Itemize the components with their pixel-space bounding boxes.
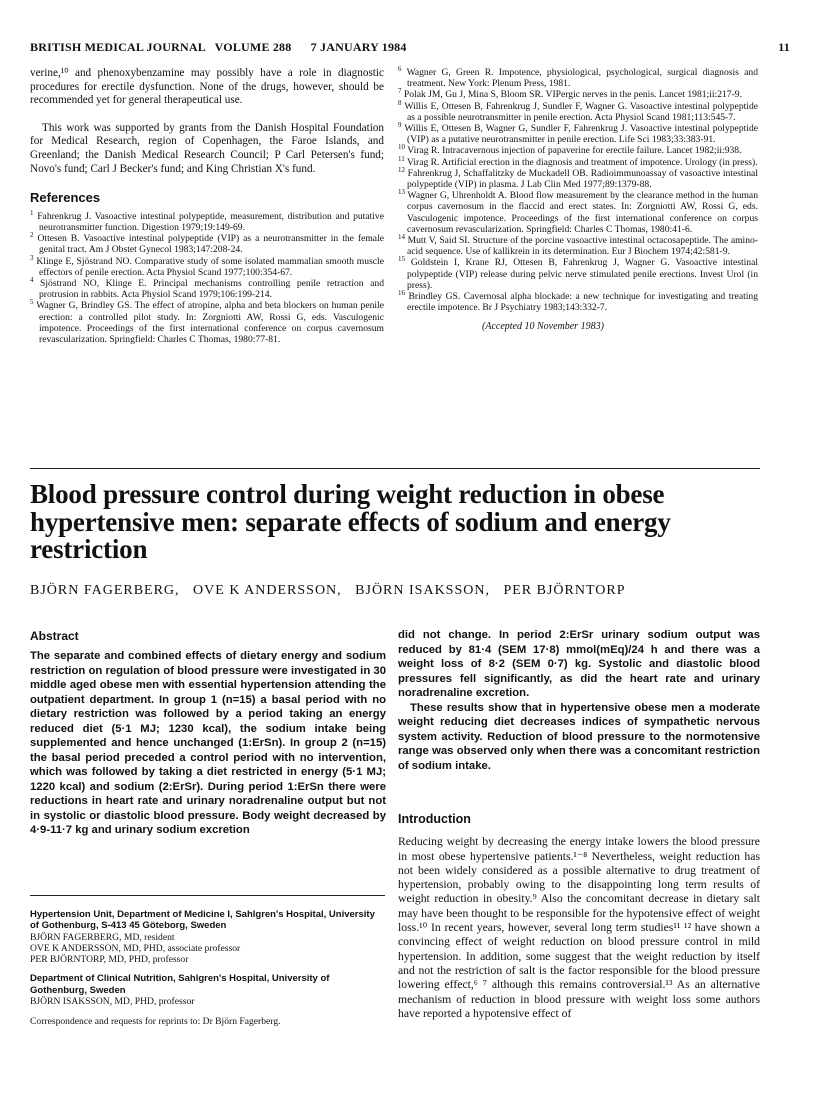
reference-item bbox=[398, 232, 758, 258]
references-list-left bbox=[30, 208, 384, 345]
reference-item bbox=[398, 165, 758, 191]
introduction-section bbox=[398, 812, 760, 1021]
reference-text: Virag R. Intracavernous injection of papaverine for erectile failure. Lancet 1982;ii:938. bbox=[407, 145, 742, 157]
reference-text: Ottesen B. Vasoactive intestinal polypeptide (VIP) as a neurotransmitter in the female genital tract. Am J Obstet Gynecol 1983;147:208-24. bbox=[37, 233, 384, 256]
article-authors: BJÖRN FAGERBERG, OVE K ANDERSSON, BJÖRN ISAKSSON, PER BJÖRNTORP bbox=[30, 583, 626, 598]
correspondence-note: Correspondence and requests for reprints to: Dr Björn Fagerberg. bbox=[30, 1016, 281, 1028]
reference-number: 2 bbox=[30, 230, 34, 239]
reference-text: Willis E, Ottesen B, Wagner G, Sundler F, Fahrenkrug J. Vasoactive intestinal polypeptide (VIP) as a putative neurotransmitter in penile erection. Life Sci 1983;33:383-91. bbox=[404, 123, 759, 146]
reference-text: Sjöstrand NO, Klinge E. Principal mechanisms controlling penile retraction and protrusion in rabbits. Acta Physiol Scand 1979;106:199-214. bbox=[39, 277, 384, 301]
reference-item bbox=[398, 64, 758, 90]
continuation-paragraph: verine,¹⁰ and phenoxybenzamine may possibly have a role in diagnostic procedures for erectile dysfunction. None of the drugs, however, should be recommended yet for general therapeutical use. bbox=[30, 67, 384, 107]
reference-number: 15 bbox=[398, 255, 405, 264]
reference-text: Klinge E, Sjöstrand NO. Comparative study of some isolated mammalian smooth muscle effectors of penile erection. Acta Physiol Scand 1977;100:354-67. bbox=[36, 255, 384, 278]
reference-number: 6 bbox=[398, 64, 402, 73]
journal-header: BRITISH MEDICAL JOURNAL VOLUME 288 7 JANUARY 1984 bbox=[30, 40, 407, 54]
abstract-left bbox=[30, 629, 386, 838]
reference-number: 7 bbox=[398, 87, 402, 96]
reference-text: Brindley GS. Cavernosal alpha blockade: a new technique for investigating and treating erectile impotence. Br J Psychiatry 1983;143:332-7. bbox=[407, 291, 758, 314]
acknowledgment-paragraph: This work was supported by grants from the Danish Hospital Foundation for Medical Research, region of Copenhagen, the Faroe Islands, and Greenland; the Danish Medical Research Council; P Carl Petersen's fund; Novo's fund; Carl J Becker's fund; and King Christian X's fund. bbox=[30, 121, 384, 175]
introduction-heading: Introduction bbox=[398, 812, 471, 826]
reference-number: 10 bbox=[398, 143, 405, 152]
abstract-heading: Abstract bbox=[30, 629, 79, 643]
reference-item bbox=[398, 288, 758, 314]
affiliation-divider bbox=[30, 895, 385, 896]
reference-number: 1 bbox=[30, 208, 34, 217]
reference-text: Virag R. Artificial erection in the diagnosis and treatment of impotence. Urology (in press). bbox=[406, 156, 758, 168]
section-divider bbox=[30, 468, 760, 469]
reference-number: 3 bbox=[30, 253, 34, 262]
reference-item bbox=[398, 120, 759, 146]
abstract-right bbox=[398, 628, 760, 773]
reference-item bbox=[30, 253, 384, 278]
top-left-column bbox=[30, 67, 384, 345]
reference-number: 13 bbox=[398, 188, 405, 197]
accepted-note: (Accepted 10 November 1983) bbox=[482, 321, 604, 333]
reference-number: 14 bbox=[398, 232, 405, 241]
reference-item bbox=[30, 275, 384, 301]
reference-item bbox=[398, 190, 758, 235]
reference-item bbox=[398, 89, 758, 100]
reference-item bbox=[30, 300, 384, 345]
reference-number: 8 bbox=[398, 98, 402, 107]
references-list-right bbox=[398, 64, 759, 314]
introduction-paragraph: Reducing weight by decreasing the energy intake lowers the blood pressure in most obese hypertensive patients.¹⁻⁸ Nevertheless, weight reduction has not been widely considered as a possible alternative to drug treatment of hypertension, probably owing to the disappointing long term results of weight reduction in obesity.⁹ Also the concomitant decrease in dietary salt may have been thought to be responsible for the hypotensive effect of weight loss.¹⁰ In recent years, however, several long term studies¹¹ ¹² have shown a convincing effect of weight reduction on blood pressure control in mild hypertension. In addition, some suggest that the weight reduction by itself and not the restriction of salt is the factor responsible for the blood pressure lowering effect,⁶ ⁷ although this remains controversial.¹³ As an alternative mechanism of reduction in blood pressure with weight loss some authors have reported a hypotensive effect of bbox=[398, 835, 760, 1020]
author-credit-4: BJÖRN ISAKSSON, MD, PHD, professor bbox=[30, 996, 195, 1008]
reference-text: Willis E, Ottesen B, Fahrenkrug J, Sundler F, Wagner G. Vasoactive intestinal polypeptide as a possible neurotransmitter in penile erection. Acta Physiol Scand 1981;113:545-7. bbox=[404, 100, 759, 123]
reference-item bbox=[30, 208, 384, 233]
page-number: 11 bbox=[778, 40, 790, 54]
affiliations bbox=[30, 909, 386, 1028]
reference-text: Goldstein I, Krane RJ, Ottesen B, Fahrenkrug J, Wagner G. Vasoactive intestinal polypeptide (VIP) release during pelvic nerve stimulated penile erections. Invest Urol (in press). bbox=[407, 257, 758, 291]
abstract-paragraph-2: These results show that in hypertensive obese men a moderate weight reducing diet decreases indices of sympathetic nervous system activity. Reduction of blood pressure to the normotensive range was observed only when there was a concomitant restriction of sodium intake. bbox=[398, 701, 760, 772]
reference-text: Wagner G, Brindley GS. The effect of atropine, alpha and beta blockers on human penile erection: a controlled pilot study. In: Zorgniotti AW, Rossi G, eds. Vasculogenic impotence. Proceedings of the first international conference on corpus cavernosum revascularization. Springfield: Charles C Thomas, 1980:77-81. bbox=[36, 300, 384, 345]
reference-number: 12 bbox=[398, 165, 405, 174]
author-credit-2: OVE K ANDERSSON, MD, PHD, associate professor bbox=[30, 942, 241, 954]
affiliation-2: Department of Clinical Nutrition, Sahlgren's Hospital, University of Gothenburg, Sweden bbox=[30, 973, 330, 996]
reference-text: Wagner G, Green R. Impotence, physiological, psychological, surgical diagnosis and treatment. New York: Plenum Press, 1981. bbox=[406, 67, 758, 90]
reference-text: Polak JM, Gu J, Mina S, Bloom SR. VIPergic nerves in the penis. Lancet 1981;ii:217-9. bbox=[403, 89, 742, 101]
reference-item bbox=[398, 257, 758, 291]
reference-text: Fahrenkrug J, Schaffalitzky de Muckadell OB. Radioimmunoassay of vasoactive intestinal polypeptide (VIP) in plasma. J Lab Clin Med 1977;89:1379-88. bbox=[407, 167, 758, 191]
author-credit-3: PER BJÖRNTORP, MD, PHD, professor bbox=[30, 954, 189, 966]
reference-text: Wagner G, Uhrenholdt A. Blood flow measurement by the clearance method in the human corpus cavernosum in the flaccid and erect states. In: Zorgniotti AW, Rossi G, eds. Vasculogenic impotence. Proceedings of the first international conference on corpus cavernosum revascularization. Springfield: Charles C Thomas, 1980:41-6. bbox=[407, 190, 758, 235]
reference-item bbox=[398, 145, 758, 156]
reference-number: 16 bbox=[398, 288, 405, 297]
reference-item bbox=[398, 98, 759, 123]
affiliation-1: Hypertension Unit, Department of Medicine I, Sahlgren's Hospital, University of Gothenburg, S-413 45 Göteborg, Sweden bbox=[30, 909, 375, 932]
reference-item bbox=[30, 230, 384, 256]
abstract-paragraph-1: The separate and combined effects of dietary energy and sodium restriction on regulation of blood pressure were investigated in 30 middle aged obese men with essential hypertension attending the outpatient department. In group 1 (n=15) a basal period with no dietary restriction was followed by a period taking an energy reduced diet (5·1 MJ; 1230 kcal), the sodium intake being supplemented and hence unchanged (1:ErSn). In group 2 (n=15) the basal period preceded a control period with no intervention, which was followed by taking a diet restricted in energy (5·1 MJ; 1220 kcal) and sodium (2:ErSr). During period 1:ErSn there were reductions in heart rate and urinary noradrenaline output but not in systolic or diastolic blood pressure. Body weight decreased by 4·9-11·7 kg and urinary sodium excretion bbox=[30, 650, 386, 836]
reference-item bbox=[398, 154, 758, 168]
reference-text: Fahrenkrug J. Vasoactive intestinal polypeptide, measurement, distribution and putative neurotransmitter function. Digestion 1979;19:149-69. bbox=[37, 210, 384, 233]
abstract-paragraph-1-continued: did not change. In period 2:ErSr urinary sodium output was reduced by 81·4 (SEM 17·8) mmol(mEq)/24 h and there was a weight loss of 8·2 (SEM 0·7) kg. Systolic and diastolic blood pressures fell significantly, as did the heart rate and urinary noradrenaline excretion. bbox=[398, 629, 760, 699]
references-heading: References bbox=[30, 190, 101, 206]
reference-number: 4 bbox=[30, 275, 34, 284]
author-credit-1: BJÖRN FAGERBERG, MD, resident bbox=[30, 931, 175, 943]
top-right-column bbox=[398, 64, 759, 334]
reference-number: 9 bbox=[398, 120, 402, 129]
reference-number: 5 bbox=[30, 298, 34, 307]
article-title: Blood pressure control during weight reduction in obese hypertensive men: separate effects of sodium and energy restriction bbox=[30, 479, 671, 564]
reference-number: 11 bbox=[398, 154, 405, 163]
reference-text: Mutt V, Said SI. Structure of the porcine vasoactive intestinal octacosapeptide. The amino-acid sequence. Use of kallikrein in its determination. Eur J Biochem 1974;42:581-9. bbox=[407, 235, 758, 258]
